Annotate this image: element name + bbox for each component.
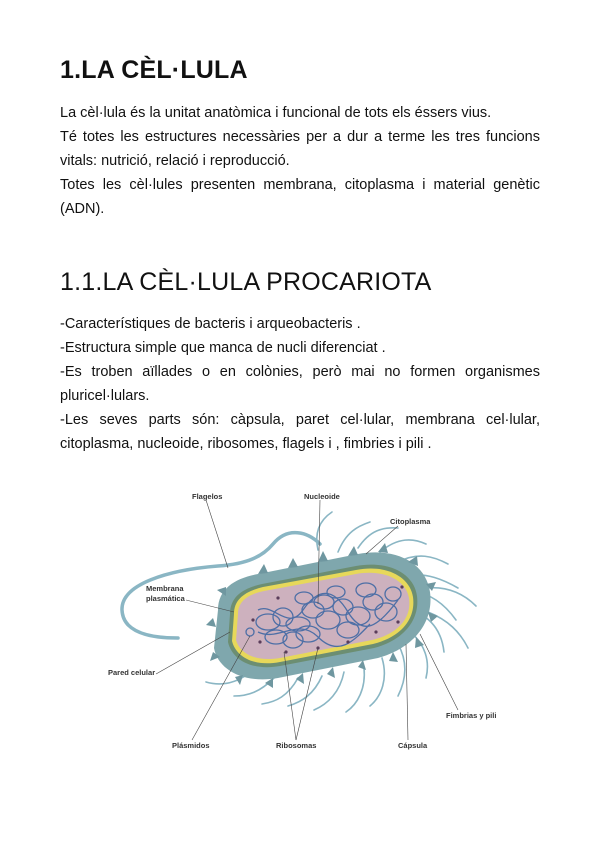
section1-title: 1.LA CÈL·LULA [60, 56, 248, 84]
label-plasmidos: Plásmidos [172, 741, 210, 750]
label-citoplasma: Citoplasma [390, 517, 431, 526]
label-flagelos: Flagelos [192, 492, 223, 501]
section1-paragraph [60, 101, 540, 221]
label-membrana-1: Membrana [146, 584, 184, 593]
section1-line-3: Totes les cèl·lules presenten membrana, citoplasma i material genètic (ADN). [60, 177, 540, 217]
prokaryote-cell-figure [108, 492, 500, 758]
label-nucleoide: Nucleoide [304, 492, 340, 501]
section2-line-3: -Es troben aïllades o en colònies, però mai no formen organismes pluricel·lulars. [60, 364, 540, 404]
section2-line-4: -Les seves parts són: càpsula, paret cel·lular, membrana cel·lular, citoplasma, nucleoide, ribosomes, flagels i , fimbries i pili . [60, 412, 540, 452]
section1-line-2: Té totes les estructures necessàries per a dur a terme les tres funcions vitals: nutrició, relació i reproducció. [60, 129, 540, 169]
label-membrana-2: plasmática [146, 594, 185, 603]
section1-line-1: La cèl·lula és la unitat anatòmica i funcional de tots els éssers vius. [60, 105, 492, 121]
section2-title: 1.1.LA CÈL·LULA PROCARIOTA [60, 268, 432, 296]
label-pared: Pared celular [108, 668, 156, 677]
section2-paragraph [60, 312, 540, 456]
label-ribosomas: Ribosomas [276, 741, 317, 750]
label-fimbrias: Fimbrias y pili [446, 711, 497, 720]
label-capsula: Cápsula [398, 741, 428, 750]
section2-line-1: -Característiques de bacteris i arqueobacteris . [60, 316, 361, 332]
section2-line-2: -Estructura simple que manca de nucli diferenciat . [60, 340, 386, 356]
